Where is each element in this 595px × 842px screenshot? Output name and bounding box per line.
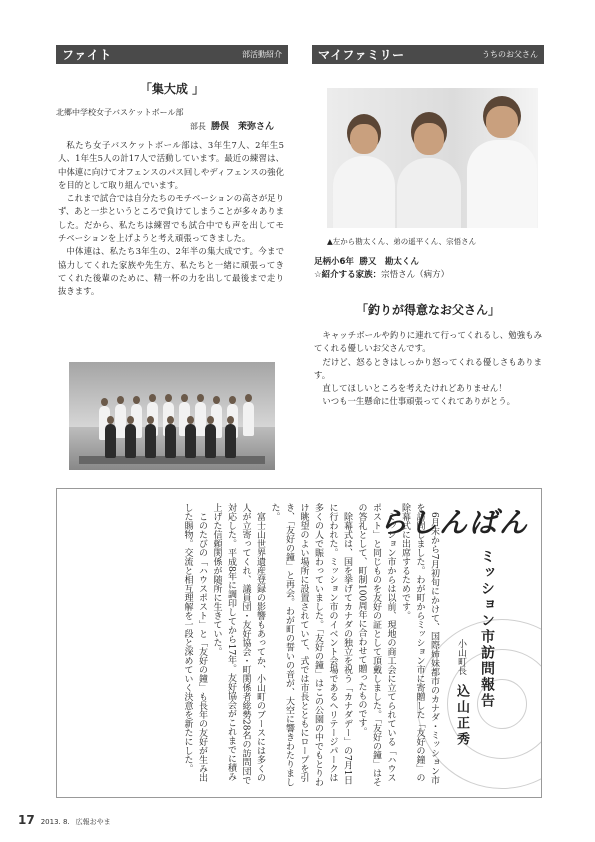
- issue-date: 2013. 8.: [40, 818, 70, 826]
- club-name: 北郷中学校女子バスケットボール部: [56, 108, 184, 117]
- team-photo: [69, 362, 275, 470]
- family-section-title: マイファミリー: [318, 48, 405, 62]
- intro-label: ☆紹介する家族：: [314, 270, 382, 280]
- column-author-name: 込山正秀: [454, 683, 469, 748]
- club-author-name: 勝俣 茉弥さん: [210, 122, 274, 132]
- student-line: [314, 256, 542, 269]
- column-author: [452, 639, 471, 748]
- publication-name: 広報おやま: [75, 818, 111, 826]
- column-paragraph: 除幕式は、国を挙げてカナダの独立を祝う「カナダデー」の7月1日に行われた。ミッション市のイベント会場であるヘリテージパークは多くの人で賑わっていました。「友好の鐘」はこの公園の中でもとりわけ眺望のよい場所に設置されていて、式では市長とともにロープを引き、「友好の鐘」と再会。わが町の誓いの音が、大空に響きわたりました。: [269, 503, 352, 787]
- column-title: ミッション市訪問報告: [479, 549, 495, 709]
- page-number: 17: [18, 813, 35, 827]
- column-body: [180, 503, 441, 788]
- rashinban-column: [56, 488, 542, 798]
- club-article-body: [58, 139, 284, 299]
- club-article-title: 「集大成 」: [139, 82, 205, 96]
- family-section-header: [312, 45, 544, 64]
- column-author-role: 小山町長: [456, 639, 466, 675]
- student-school: 足柄小6年: [314, 257, 354, 267]
- family-photo: [327, 88, 538, 228]
- page-footer: [18, 813, 111, 827]
- club-paragraph: 私たち女子バスケットボール部は、3年生7人、2年生5人、1年生5人の計17人で活動しています。最近の練習は、中体連に向けてオフェンスのパス回しやディフェンスの強化を目的として取り組んでいます。: [58, 140, 284, 190]
- fight-section-title: ファイト: [62, 48, 112, 62]
- family-paragraph: だけど、怒るときはしっかり怒ってくれる優しさもあります。: [314, 356, 542, 380]
- family-info: [314, 256, 542, 282]
- club-author-line: [56, 120, 288, 134]
- intro-line: [314, 269, 542, 282]
- rashinban-logo: らしんばん: [378, 506, 529, 539]
- family-article-body: [314, 329, 542, 409]
- club-author-role: 部長: [189, 122, 206, 131]
- family-paragraph: キャッチボールや釣りに連れて行ってくれるし、勉強もみてくれる優しいお父さんです。: [314, 330, 542, 354]
- family-paragraph: 直してほしいところを考えたけれどありません！: [322, 383, 507, 394]
- club-byline: [56, 106, 288, 134]
- fight-section-subtitle: 部活動紹介: [242, 50, 282, 59]
- column-paragraph: 6月末から7月初旬にかけて、国際姉妹都市のカナダ・ミッション市を訪問しました。わが町からミッション市に寄贈した「友好の鐘」の除幕式に出席するためです。: [400, 503, 439, 785]
- student-name: 勝又 勘太くん: [359, 257, 419, 267]
- fight-section-header: [56, 45, 288, 64]
- family-photo-caption: ▲左から勘太くん、弟の遥平くん、宗悟さん: [327, 237, 477, 246]
- column-paragraph: ミッション市からは以前、現地の商工会に立てられている「ハウスポスト」と同じものを友好の証として頂戴しました。「友好の鐘」はその答礼として、町制100周年に合わせて贈ったものです。: [356, 503, 396, 787]
- intro-value: 宗悟さん（病方）: [381, 270, 450, 280]
- family-article-title: 「釣りが得意なお父さん」: [355, 303, 500, 317]
- club-paragraph: 中体連は、私たち3年生の、2年半の集大成です。今まで協力してくれた家族や先生方、私たちと一緒に頑張ってきてくれた後輩のために、精一杯の力を出して最後まで走り抜きます。: [58, 246, 284, 297]
- column-paragraph: このたびの「ハウスポスト」と「友好の鐘」も長年の友好が生み出した賜物。交流と相互理解を一段と深めていく決意を新たにした。: [182, 503, 207, 782]
- family-paragraph: いつも一生懸命に仕事頑張ってくれてありがとう。: [322, 396, 516, 407]
- club-paragraph: これまで試合では自分たちのモチベーションの高さが足りず、あと一歩というところで負けてしまうことが多々ありました。だから、私たちは練習でも試合中でも声を出してモチベーションを上げようと考え頑張ってきました。: [58, 193, 284, 244]
- family-section-subtitle: うちのお父さん: [482, 50, 538, 59]
- column-paragraph: 富士山世界遺産登録の影響もあってか、小山町のブースには多くの人が立寄ってくれ、議員団・友好協会・町関係者総勢28名の訪問団で対応した。平成8年に調印してから17年。友好協会がこれまでに積み上げた信頼関係が随所に生きていた。: [211, 503, 265, 785]
